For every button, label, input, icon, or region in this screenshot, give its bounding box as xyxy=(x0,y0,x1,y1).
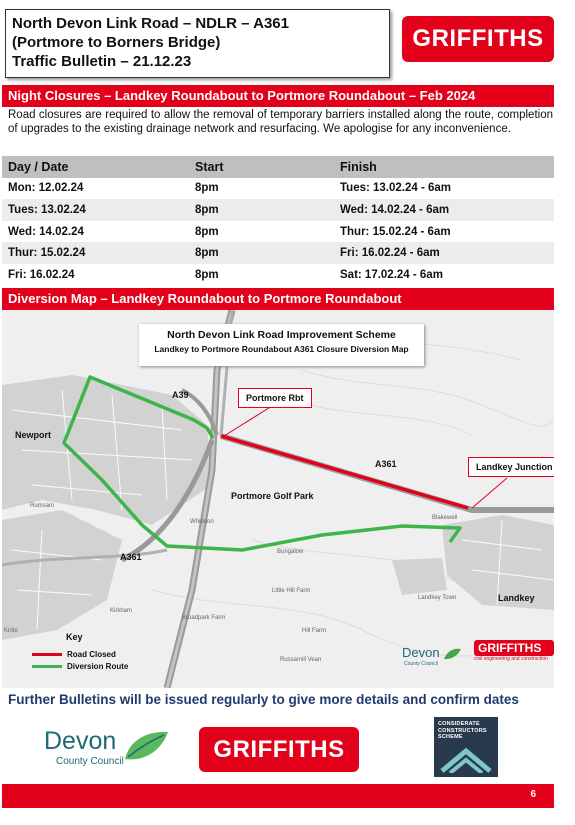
column-header-start: Start xyxy=(195,159,224,174)
label-a361-west: A361 xyxy=(120,552,142,562)
title-line-2: (Portmore to Borners Bridge) xyxy=(12,34,221,51)
label-landkey-town: Landkey Town xyxy=(418,595,457,601)
map-griffiths-logo xyxy=(474,640,554,670)
cell-start: 8pm xyxy=(195,268,219,281)
callout-landkey: Landkey Junction xyxy=(468,457,554,477)
label-little-hill: Little Hill Farm xyxy=(272,588,311,594)
cell-start: 8pm xyxy=(195,182,219,195)
map-title-box xyxy=(139,324,424,366)
footer-bar xyxy=(2,784,554,808)
closures-table xyxy=(2,156,554,286)
cell-start: 8pm xyxy=(195,247,219,260)
map-devon-logo-text: Devon xyxy=(402,645,440,660)
key-road-closed xyxy=(32,650,116,659)
cell-finish: Wed: 14.02.24 - 6am xyxy=(340,203,450,216)
griffiths-footer-logo xyxy=(199,727,359,772)
title-line-1: North Devon Link Road – NDLR – A361 xyxy=(12,15,289,32)
map-contours xyxy=(152,330,554,656)
callout-portmore: Portmore Rbt xyxy=(238,388,312,408)
label-newport: Newport xyxy=(15,430,51,440)
bulletin-title xyxy=(5,9,390,78)
label-golf-park: Portmore Golf Park xyxy=(231,491,314,501)
map-devon-logo xyxy=(402,643,464,673)
considerate-constructors-logo xyxy=(434,717,498,777)
key-diversion-label: Diversion Route xyxy=(67,662,129,671)
devon-county-council-logo xyxy=(44,727,174,777)
label-a39: A39 xyxy=(172,390,189,400)
column-header-day: Day / Date xyxy=(8,159,69,174)
label-a361-east: A361 xyxy=(375,459,397,469)
label-rumsam: Rumsam xyxy=(30,503,55,509)
devon-logo-text: Devon xyxy=(44,727,117,755)
chevron-up-icon xyxy=(440,745,492,773)
table-row xyxy=(2,242,554,264)
landkey-leader-line xyxy=(472,478,507,508)
diversion-map xyxy=(2,310,554,688)
table-row xyxy=(2,178,554,200)
key-red-swatch xyxy=(32,653,62,656)
cell-day: Thur: 15.02.24 xyxy=(8,247,86,260)
map-devon-logo-sub: County Council xyxy=(404,661,438,667)
page-number: 6 xyxy=(530,789,536,800)
portmore-leader-line xyxy=(224,406,272,436)
table-row xyxy=(2,264,554,286)
map-title: North Devon Link Road Improvement Scheme xyxy=(167,329,396,341)
key-road-closed-label: Road Closed xyxy=(67,650,116,659)
table-row xyxy=(2,199,554,221)
label-bungalow: Bungalow xyxy=(277,549,304,555)
map-key-title: Key xyxy=(66,632,83,642)
devon-logo-sub: County Council xyxy=(56,756,124,767)
griffiths-logo xyxy=(402,16,554,62)
cell-day: Fri: 16.02.24 xyxy=(8,268,75,281)
ccs-logo-text: CONSIDERATE CONSTRUCTORS SCHEME xyxy=(438,721,487,740)
closures-intro: Road closures are required to allow the removal of temporary barriers installed along the route, completion of upgrades to the existing drainage network and resurfacing. We apologise for any inconvenience. xyxy=(8,109,553,135)
closures-heading: Night Closures – Landkey Roundabout to Portmore Roundabout – Feb 2024 xyxy=(2,85,554,107)
griffiths-footer-logo-text: GRIFFITHS xyxy=(213,735,345,763)
leaf-icon xyxy=(122,729,170,763)
leaf-icon xyxy=(442,647,462,661)
griffiths-logo-text: GRIFFITHS xyxy=(412,25,544,52)
title-line-3: Traffic Bulletin – 21.12.23 xyxy=(12,53,192,70)
table-row xyxy=(2,221,554,243)
label-broadpark: Broadpark Farm xyxy=(182,615,226,621)
label-kirkham: Kirkham xyxy=(110,608,133,614)
map-subtitle: Landkey to Portmore Roundabout A361 Closure Diversion Map xyxy=(154,344,409,354)
key-green-swatch xyxy=(32,665,62,668)
map-griffiths-logo-text: GRIFFITHS xyxy=(474,640,554,656)
label-blakewell: Blakewell xyxy=(432,515,458,521)
label-landkey: Landkey xyxy=(498,593,535,603)
key-diversion xyxy=(32,662,128,671)
cell-finish: Fri: 16.02.24 - 6am xyxy=(340,247,440,260)
cell-finish: Tues: 13.02.24 - 6am xyxy=(340,182,452,195)
cell-start: 8pm xyxy=(195,203,219,216)
cell-start: 8pm xyxy=(195,225,219,238)
table-header-row xyxy=(2,156,554,178)
label-whiddon: Whiddon xyxy=(190,519,214,525)
cell-day: Wed: 14.02.24 xyxy=(8,225,84,238)
map-griffiths-logo-sub: civil engineering and construction xyxy=(474,656,548,662)
map-heading: Diversion Map – Landkey Roundabout to Portmore Roundabout xyxy=(2,288,554,310)
label-hill-farm: Hill Farm xyxy=(302,628,326,634)
label-russamill: Russamill Vean xyxy=(280,657,322,663)
cell-day: Mon: 12.02.24 xyxy=(8,182,84,195)
label-kirtle: Kirtle xyxy=(4,628,18,634)
further-bulletins-note: Further Bulletins will be issued regularly to give more details and confirm dates xyxy=(8,692,519,707)
cell-finish: Sat: 17.02.24 - 6am xyxy=(340,268,443,281)
cell-finish: Thur: 15.02.24 - 6am xyxy=(340,225,451,238)
cell-day: Tues: 13.02.24 xyxy=(8,203,86,216)
column-header-finish: Finish xyxy=(340,159,377,174)
